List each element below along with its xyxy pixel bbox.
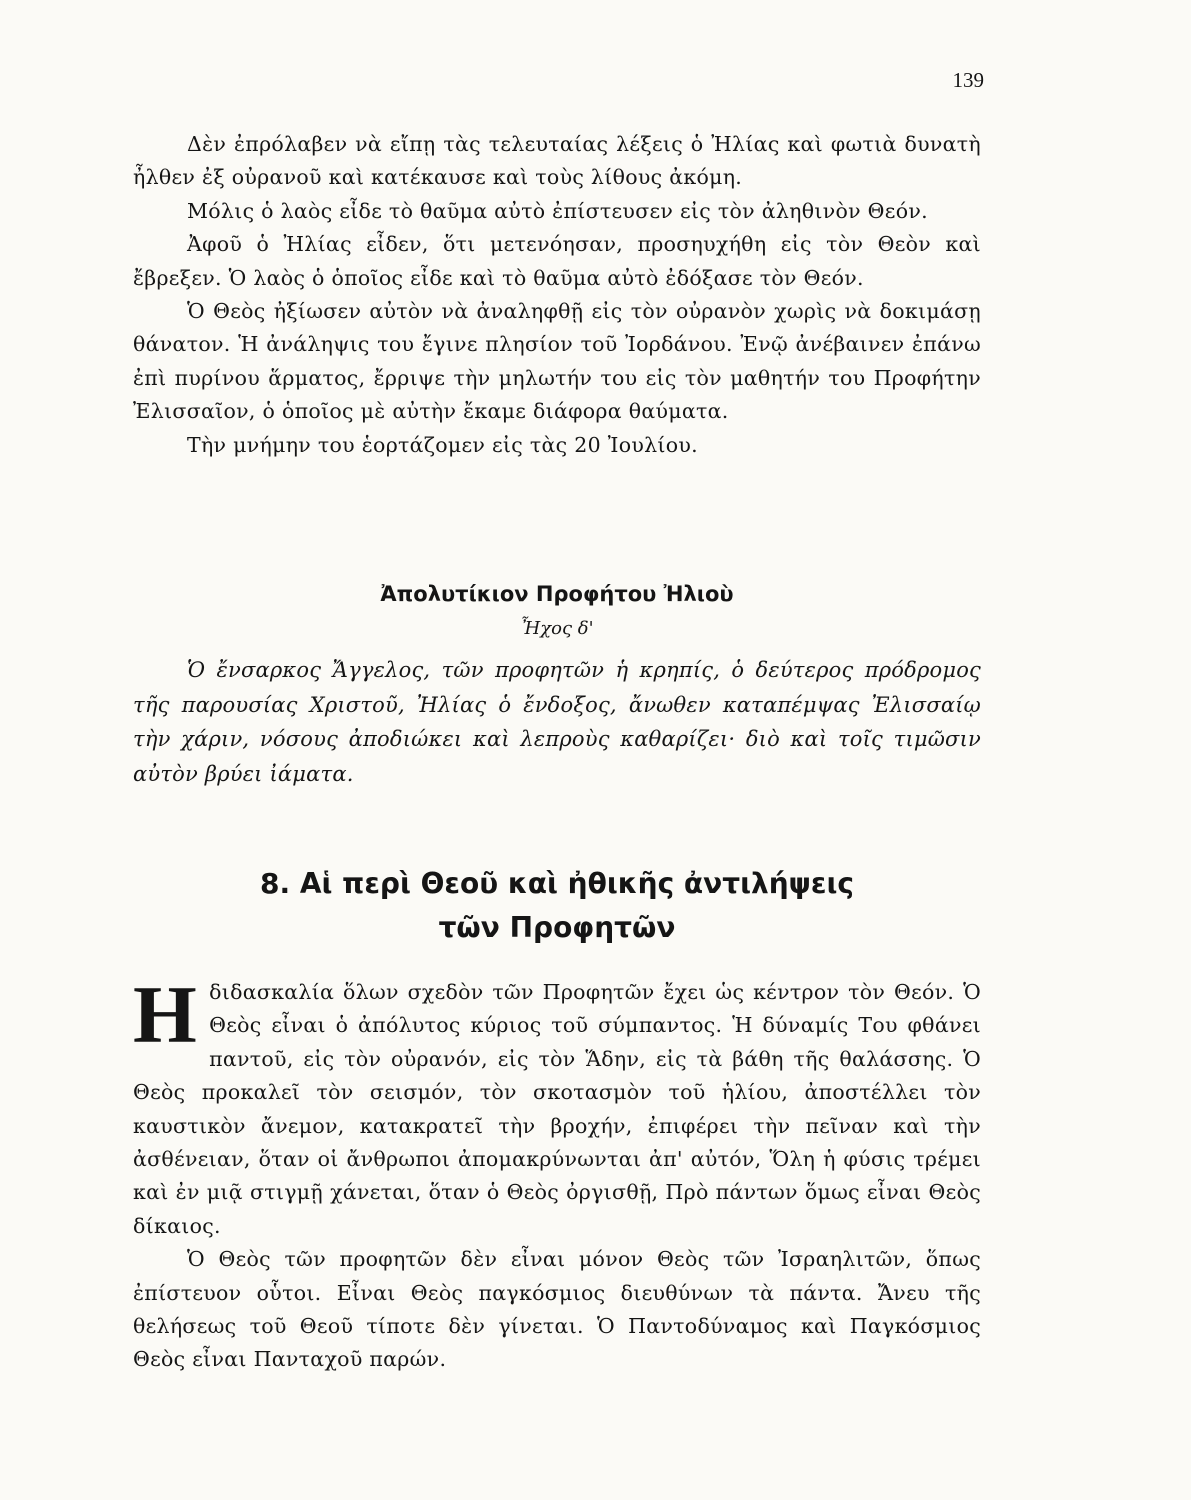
paragraph-prophets-teaching-text: διδασκαλία ὅλων σχεδὸν τῶν Προφητῶν ἔχει ὡς κέντρον τὸν Θεόν. Ὁ Θεὸς εἶναι ὁ ἀπόλυτος κύριος τοῦ σύμπαντος. Ἡ δύναμίς Του φθάνει παντοῦ, εἰς τὸν οὐρανόν, εἰς τὸν Ἅδην, εἰς τὰ βάθη τῆς θαλάσσης. Ὁ Θεὸς προκαλεῖ τὸν σεισμόν, τὸν σκοτασμὸν τοῦ ἡλίου, ἀποστέλλει τὸν καυστικὸν ἄνεμον, κατακρατεῖ τὴν βροχήν, ἐπιφέρει τὴν πεῖναν καὶ τὴν ἀσθένειαν, ὅταν οἱ ἄνθρωποι ἀπομακρύνωνται ἀπ' αὐτόν, Ὅλη ἡ φύσις τρέμει καὶ ἐν μιᾷ στιγμῇ χάνεται, ὅταν ὁ Θεὸς ὀργισθῇ, Πρὸ πάντων ὅμως εἶναι Θεὸς δίκαιος. [133,980,981,1238]
drop-cap: Η [133,969,198,1060]
hymn-title: Ἀπολυτίκιον Προφήτου Ἠλιοὺ [380,582,734,606]
section-body [133,969,981,1377]
top-text-block [133,128,981,462]
paragraph-prophets-teaching [133,969,981,1243]
paragraph-fire: Δὲν ἐπρόλαβεν νὰ εἴπῃ τὰς τελευταίας λέξεις ὁ Ἠλίας καὶ φωτιὰ δυνατὴ ἦλθεν ἐξ οὐρανοῦ καὶ κατέκαυσε καὶ τοὺς λίθους ἀκόμη. [133,132,981,190]
hymn-tone: Ἦχος δ' [520,618,594,639]
section-heading-block [133,862,981,950]
paragraph-people-believed: Μόλις ὁ λαὸς εἶδε τὸ θαῦμα αὐτὸ ἐπίστευσεν εἰς τὸν ἀληθινὸν Θεόν. [187,198,928,223]
hymn-text: Ὁ ἔνσαρκος Ἄγγελος, τῶν προφητῶν ἡ κρηπίς, ὁ δεύτερος πρόδρομος τῆς παρουσίας Χριστοῦ, Ἠλίας ὁ ἔνδοξος, ἄνωθεν καταπέμψας Ἐλισσαίῳ τὴν χάριν, νόσους ἀποδιώκει καὶ λεπροὺς καθαρίζει· διὸ καὶ τοῖς τιμῶσιν αὐτὸν βρύει ἰάματα. [133,658,981,786]
section-heading-line1: 8. Αἱ περὶ Θεοῦ καὶ ἠθικῆς ἀντιλήψεις [259,867,854,900]
hymn-block [133,582,981,791]
paragraph-universal-god: Ὁ Θεὸς τῶν προφητῶν δὲν εἶναι μόνον Θεὸς τῶν Ἰσραηλιτῶν, ὅπως ἐπίστευον οὗτοι. Εἶναι Θεὸς παγκόσμιος διευθύνων τὰ πάντα. Ἄνευ τῆς θελήσεως τοῦ Θεοῦ τίποτε δὲν γίνεται. Ὁ Παντοδύναμος καὶ Παγκόσμιος Θεὸς εἶναι Πανταχοῦ παρών. [133,1247,981,1372]
page-number: 139 [952,68,984,92]
paragraph-feast-day: Τὴν μνήμην του ἑορτάζομεν εἰς τὰς 20 Ἰουλίου. [187,432,698,457]
section-heading-line2: τῶν Προφητῶν [438,911,676,944]
paragraph-rain: Ἀφοῦ ὁ Ἠλίας εἶδεν, ὅτι μετενόησαν, προσηυχήθη εἰς τὸν Θεὸν καὶ ἔβρεξεν. Ὁ λαὸς ὁ ὁποῖος εἶδε καὶ τὸ θαῦμα αὐτὸ ἐδόξασε τὸν Θεόν. [133,232,981,290]
paragraph-ascension: Ὁ Θεὸς ἠξίωσεν αὐτὸν νὰ ἀναληφθῇ εἰς τὸν οὐρανὸν χωρὶς νὰ δοκιμάσῃ θάνατον. Ἡ ἀνάληψις του ἔγινε πλησίον τοῦ Ἰορδάνου. Ἐνῷ ἀνέβαινεν ἐπάνω ἐπὶ πυρίνου ἅρματος, ἔρριψε τὴν μηλωτήν του εἰς τὸν μαθητήν του Προφήτην Ἐλισσαῖον, ὁ ὁποῖος μὲ αὐτὴν ἔκαμε διάφορα θαύματα. [133,299,981,424]
